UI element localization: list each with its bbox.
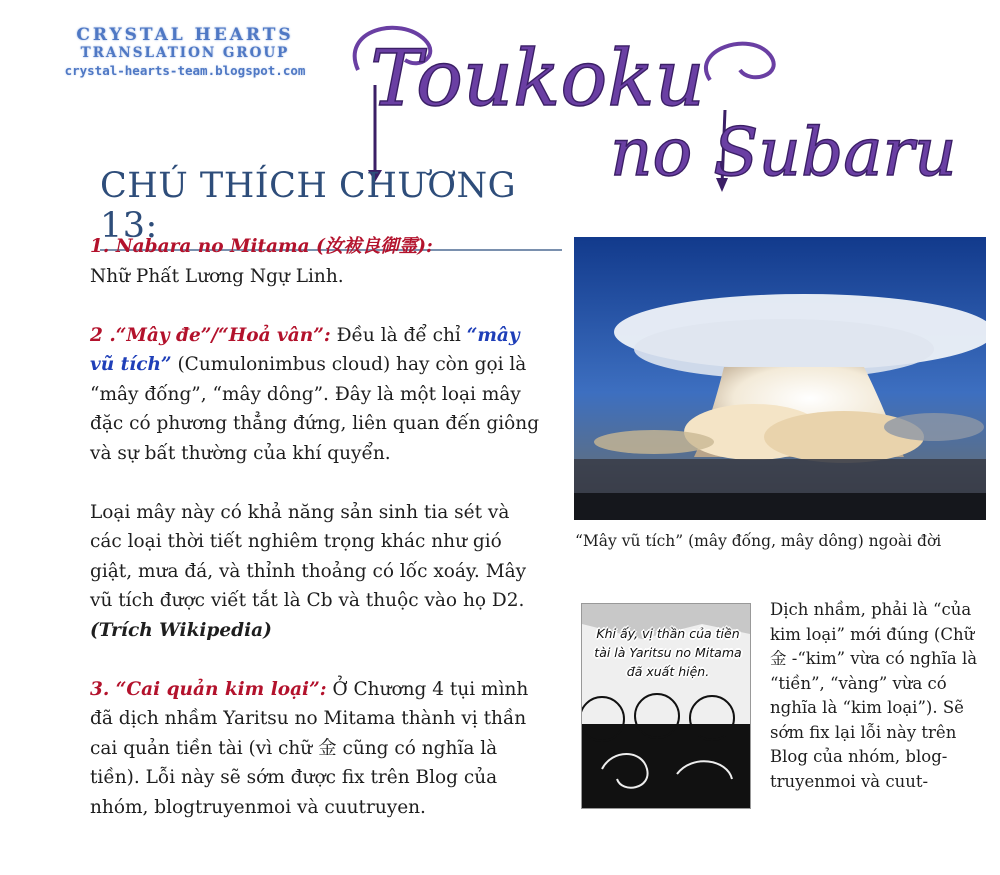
panel-speech-text: Khi ấy, vị thần của tiền tài là Yaritsu no Mitama đã xuất hiện. bbox=[594, 626, 742, 679]
manga-panel bbox=[581, 603, 751, 809]
page-title: CHÚ THÍCH CHƯƠNG 13: bbox=[100, 166, 562, 251]
group-name: CRYSTAL HEARTS bbox=[76, 25, 294, 45]
note-3-text: Ở Chương 4 tụi mình đã dịch nhầm Yaritsu no Mitama thành vị thần cai quản tiền tài (vì chữ 金 cũng có nghĩa là tiền). Lỗi này sẽ sớm được fix trên Blog của nhóm, blogtruyenmoi và cuutruyen. bbox=[90, 678, 529, 818]
group-subtitle: TRANSLATION GROUP bbox=[80, 45, 290, 61]
horizon bbox=[574, 493, 986, 520]
logo-line1: Toukoku bbox=[370, 34, 705, 124]
note-1 bbox=[90, 232, 540, 291]
low-cloud-left bbox=[594, 430, 714, 454]
cumulonimbus-photo-art bbox=[574, 237, 986, 520]
cumulonimbus-photo bbox=[574, 237, 986, 520]
logo-swirl-s bbox=[706, 44, 774, 80]
note-2-para2-text: Loại mây này có khả năng sản sinh tia sét và các loại thời tiết nghiêm trọng khác như gió giật, mưa đá, và thỉnh thoảng có lốc xoáy. Mây vũ tích được viết tắt là Cb và thuộc vào họ D2. bbox=[90, 501, 527, 611]
note-2-text-a: Đều là để chỉ bbox=[336, 324, 461, 346]
low-cloud-right bbox=[884, 413, 984, 441]
note-2-source: (Trích Wikipedia) bbox=[90, 619, 272, 641]
group-credit bbox=[50, 26, 320, 80]
rain-band bbox=[574, 459, 986, 493]
photo-caption: “Mây vũ tích” (mây đống, mây dông) ngoài đời bbox=[575, 532, 942, 550]
note-2-highlight: “mây vũ tích” bbox=[90, 324, 520, 375]
note-2 bbox=[90, 321, 540, 469]
note-1-text: Nhữ Phất Lương Ngự Linh. bbox=[90, 265, 344, 287]
logo-line2: no Subaru bbox=[610, 114, 957, 191]
group-url: crystal-hearts-team.blogspot.com bbox=[64, 63, 306, 78]
note-2-paragraph-2 bbox=[90, 498, 540, 646]
note-2-text-b: (Cumulonimbus cloud) hay còn gọi là “mây đống”, “mây dông”. Đây là một loại mây đặc có phương thẳng đứng, liên quan đến giông và sự bất thường của khí quyển. bbox=[90, 354, 540, 464]
note-1-term: 1. Nabara no Mitama (汝袚良御霊): bbox=[90, 236, 433, 257]
side-note: Dịch nhầm, phải là “của kim loại” mới đúng (Chữ 金 -“kim” vừa có nghĩa là “tiền”, “vàng” vừa có nghĩa là “kim loại”). Sẽ sớm fix lại lỗi này trên Blog của nhóm, blog-truyenmoi và cuut- bbox=[770, 600, 978, 791]
note-3 bbox=[90, 675, 540, 823]
note-3-term: 3. “Cai quản kim loại”: bbox=[90, 678, 327, 700]
note-2-term: 2 .“Mây đe”/“Hoả vân”: bbox=[90, 324, 331, 346]
notes-column bbox=[90, 232, 540, 852]
